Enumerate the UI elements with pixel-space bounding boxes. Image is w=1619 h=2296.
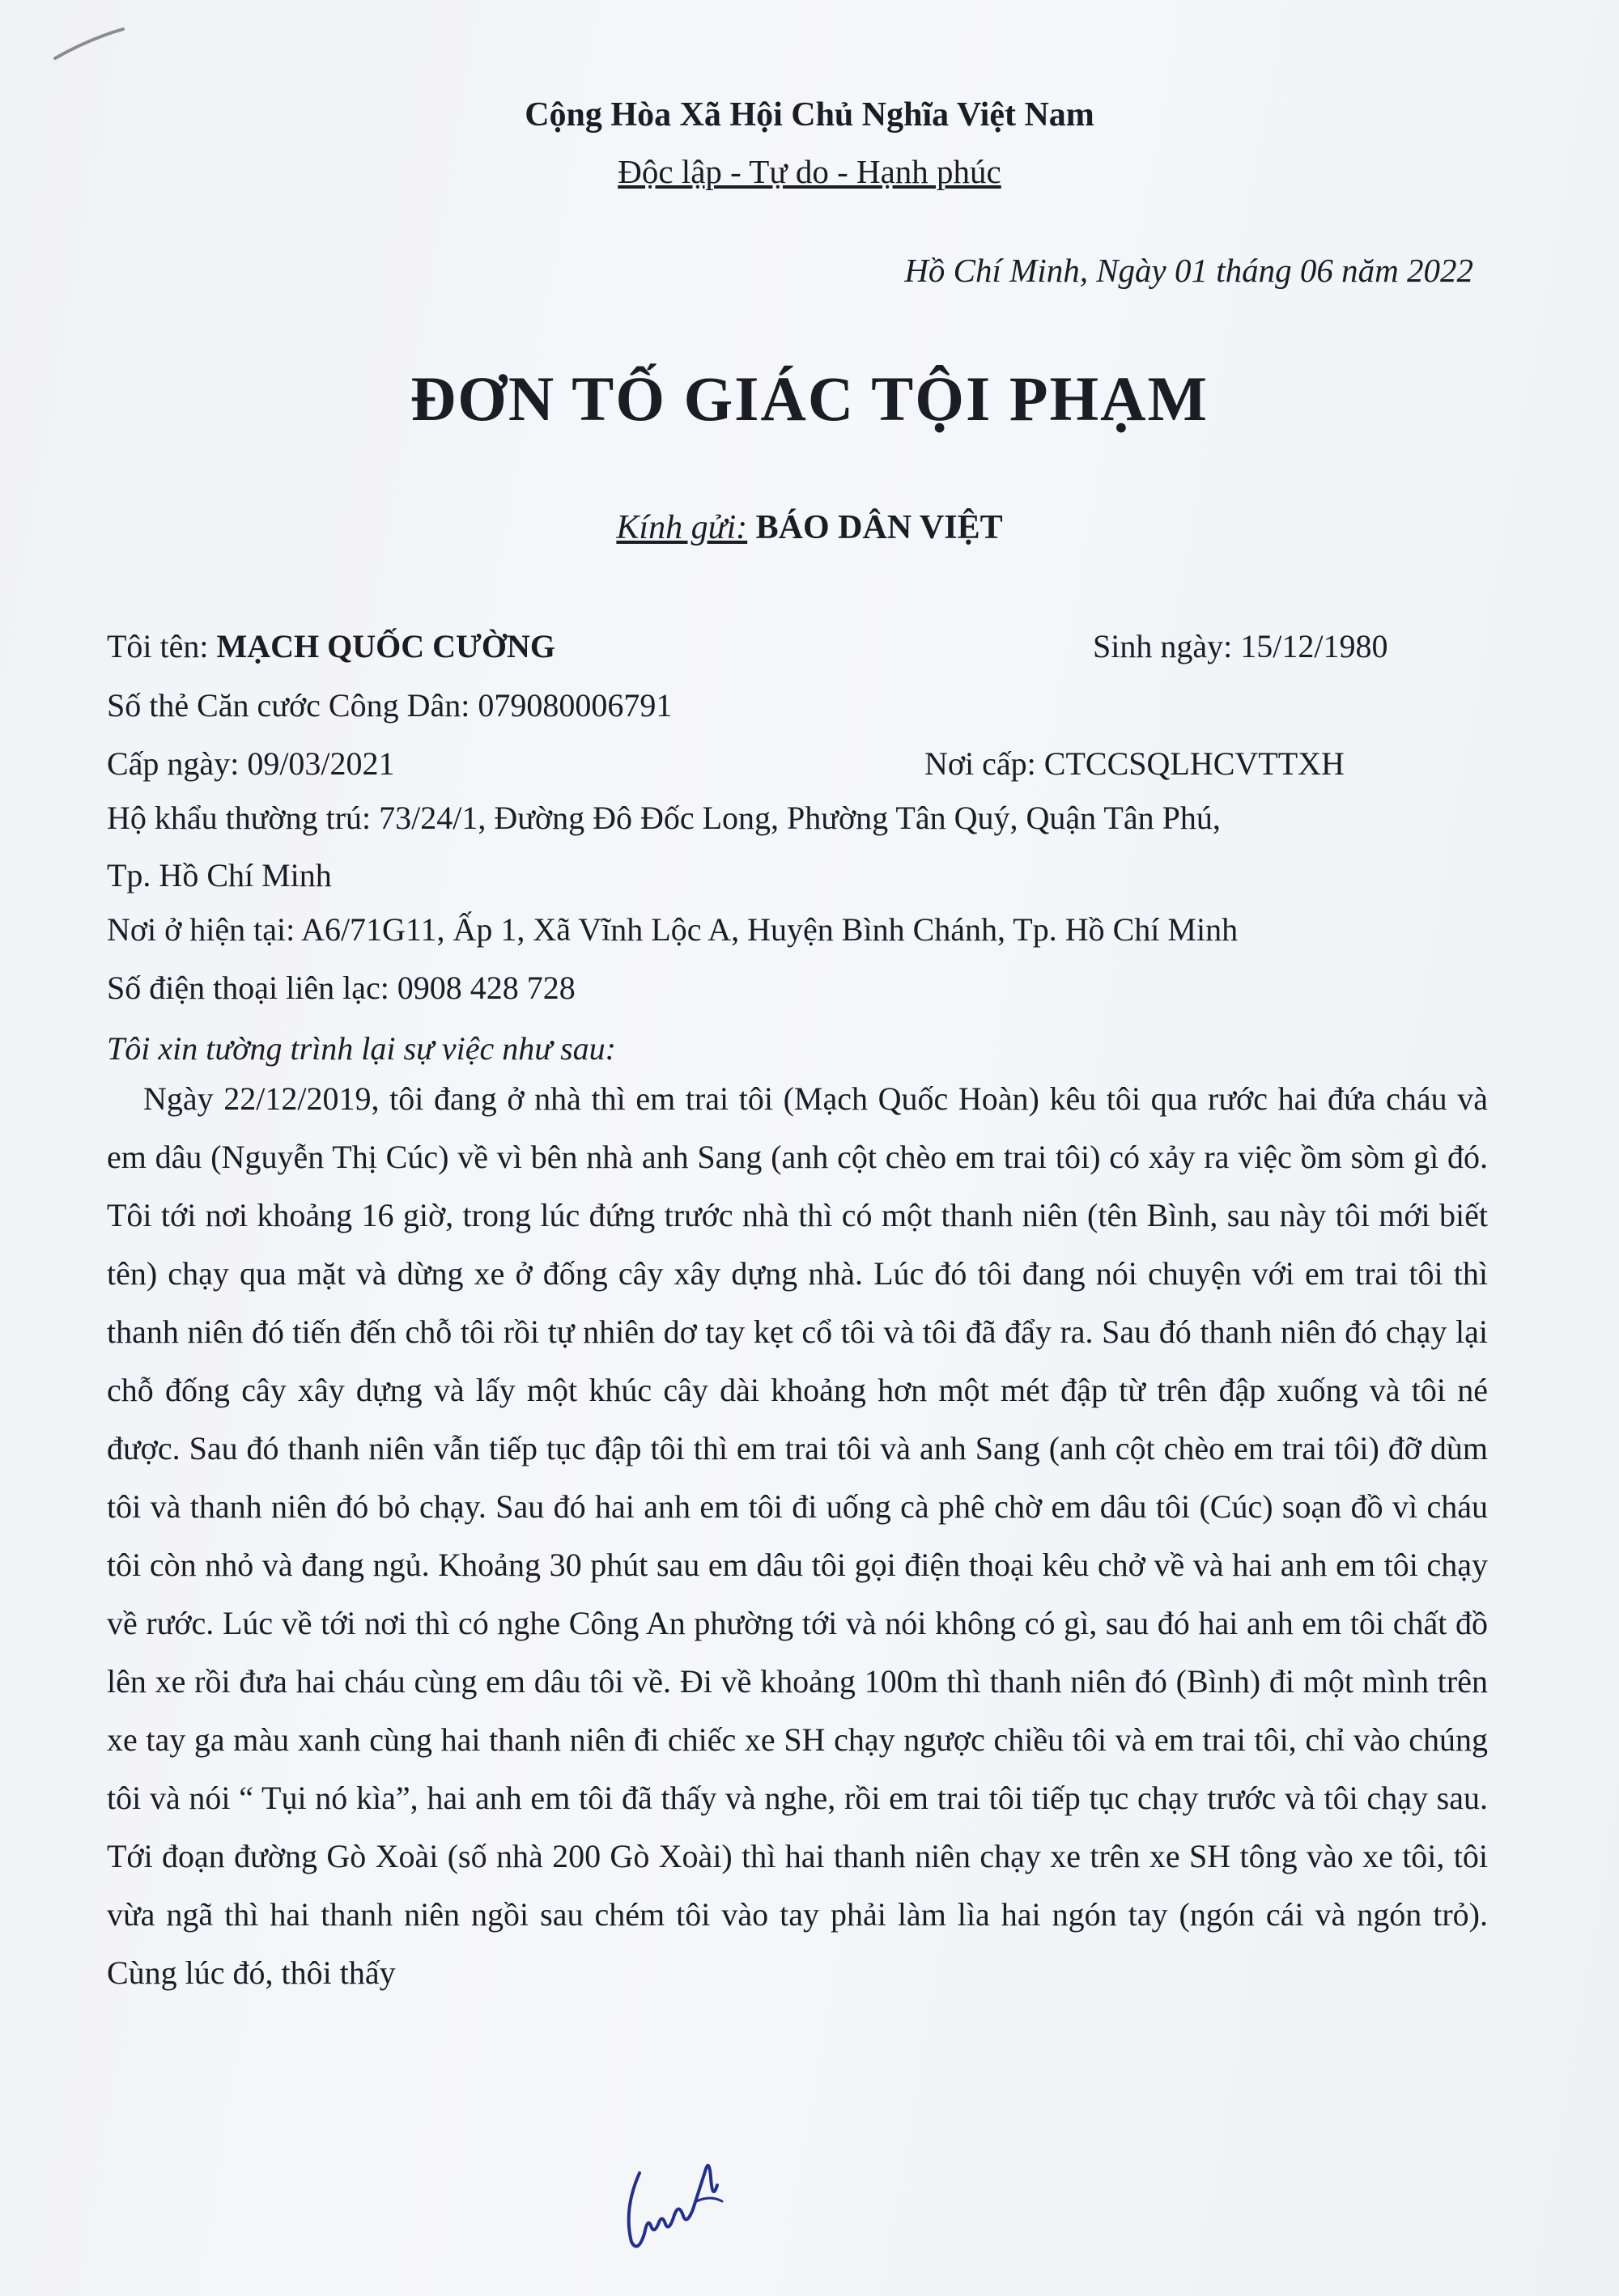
name-label: Tôi tên: [107, 628, 209, 664]
current-address-line: Nơi ở hiện tại: A6/71G11, Ấp 1, Xã Vĩnh Lộc A, Huyện Bình Chánh, Tp. Hồ Chí Minh [107, 911, 1239, 948]
intro-line: Tôi xin tường trình lại sự việc như sau: [107, 1030, 616, 1067]
person-name: MẠCH QUỐC CƯỜNG [216, 628, 556, 664]
issue-date-line [107, 745, 395, 783]
recipient-name: BÁO DÂN VIỆT [755, 509, 1003, 546]
id-label: Số thẻ Căn cước Công Dân: [107, 687, 470, 724]
dob-label: Sinh ngày: [1093, 628, 1233, 664]
residence-line-1: Hộ khẩu thường trú: 73/24/1, Đường Đô Đốc Long, Phường Tân Quý, Quận Tân Phú, [107, 800, 1221, 836]
residence-line-2: Tp. Hồ Chí Minh [107, 857, 332, 893]
date-line: Hồ Chí Minh, Ngày 01 tháng 06 năm 2022 [904, 252, 1473, 289]
body-paragraph: Ngày 22/12/2019, tôi đang ở nhà thì em trai tôi (Mạch Quốc Hoàn) kêu tôi qua rước hai đứa cháu và em dâu (Nguyễn Thị Cúc) về vì bên nhà anh Sang (anh cột chèo em trai tôi) có xảy ra việc ồm sòm gì đó. Tôi tới nơi khoảng 16 giờ, trong lúc đứng trước nhà thì có một thanh niên (tên Bình, sau này tôi mới biết tên) chạy qua mặt và dừng xe ở đống cây xây dựng nhà. Lúc đó tôi đang nói chuyện với em trai tôi thì thanh niên đó tiến đến chỗ tôi rồi tự nhiên dơ tay kẹt cổ tôi và tôi đã đẩy ra. Sau đó thanh niên đó chạy lại chỗ đống cây xây dựng và lấy một khúc cây dài khoảng hơn một mét đập từ trên đập xuống và tôi né được. Sau đó thanh niên vẫn tiếp tục đập tôi thì em trai tôi và anh Sang (anh cột chèo em trai tôi) đỡ dùm tôi và thanh niên đó bỏ chạy. Sau đó hai anh em tôi đi uống cà phê chờ em dâu tôi (Cúc) soạn đồ vì cháu tôi còn nhỏ và đang ngủ. Khoảng 30 phút sau em dâu tôi gọi điện thoại kêu chở về và hai anh em tôi chạy về rước. Lúc về tới nơi thì có nghe Công An phường tới và nói không có gì, sau đó hai anh em tôi chất đồ lên xe rồi đưa hai cháu cùng em dâu tôi về. Đi về khoảng 100m thì thanh niên đó (Bình) đi một mình trên xe tay ga màu xanh cùng hai thanh niên đi chiếc xe SH chạy ngược chiều tôi và em trai tôi, chỉ vào chúng tôi và nói “ Tụi nó kìa”, hai anh em tôi đã thấy và nghe, rồi em trai tôi tiếp tục chạy trước và tôi chạy sau. Tới đoạn đường Gò Xoài (số nhà 200 Gò Xoài) thì hai thanh niên chạy xe trên xe SH tông vào xe tôi, tôi vừa ngã thì hai thanh niên ngồi sau chém tôi vào tay phải làm lìa hai ngón tay (ngón cái và ngón trỏ). Cùng lúc đó, thôi thấy [107, 1080, 1488, 1991]
recipient-line [0, 508, 1619, 547]
issue-date-label: Cấp ngày: [107, 745, 240, 782]
country-header: Cộng Hòa Xã Hội Chủ Nghĩa Việt Nam [525, 96, 1094, 134]
issue-place-line [924, 745, 1345, 783]
motto-header: Độc lập - Tự do - Hạnh phúc [618, 153, 1001, 190]
pen-mark-decoration [49, 24, 130, 65]
dob-line [1093, 627, 1387, 665]
id-value: 079080006791 [478, 687, 673, 724]
id-line [107, 686, 672, 724]
handwritten-signature [615, 2145, 737, 2258]
document-title: ĐƠN TỐ GIÁC TỘI PHẠM [410, 363, 1209, 434]
phone-line: Số điện thoại liên lạc: 0908 428 728 [107, 970, 576, 1006]
issue-place-value: CTCCSQLHCVTTXH [1043, 745, 1345, 782]
issue-date-value: 09/03/2021 [247, 745, 395, 782]
recipient-label: Kính gửi: [616, 509, 748, 546]
dob-value: 15/12/1980 [1240, 628, 1388, 664]
name-line [107, 627, 555, 665]
issue-place-label: Nơi cấp: [924, 745, 1036, 782]
